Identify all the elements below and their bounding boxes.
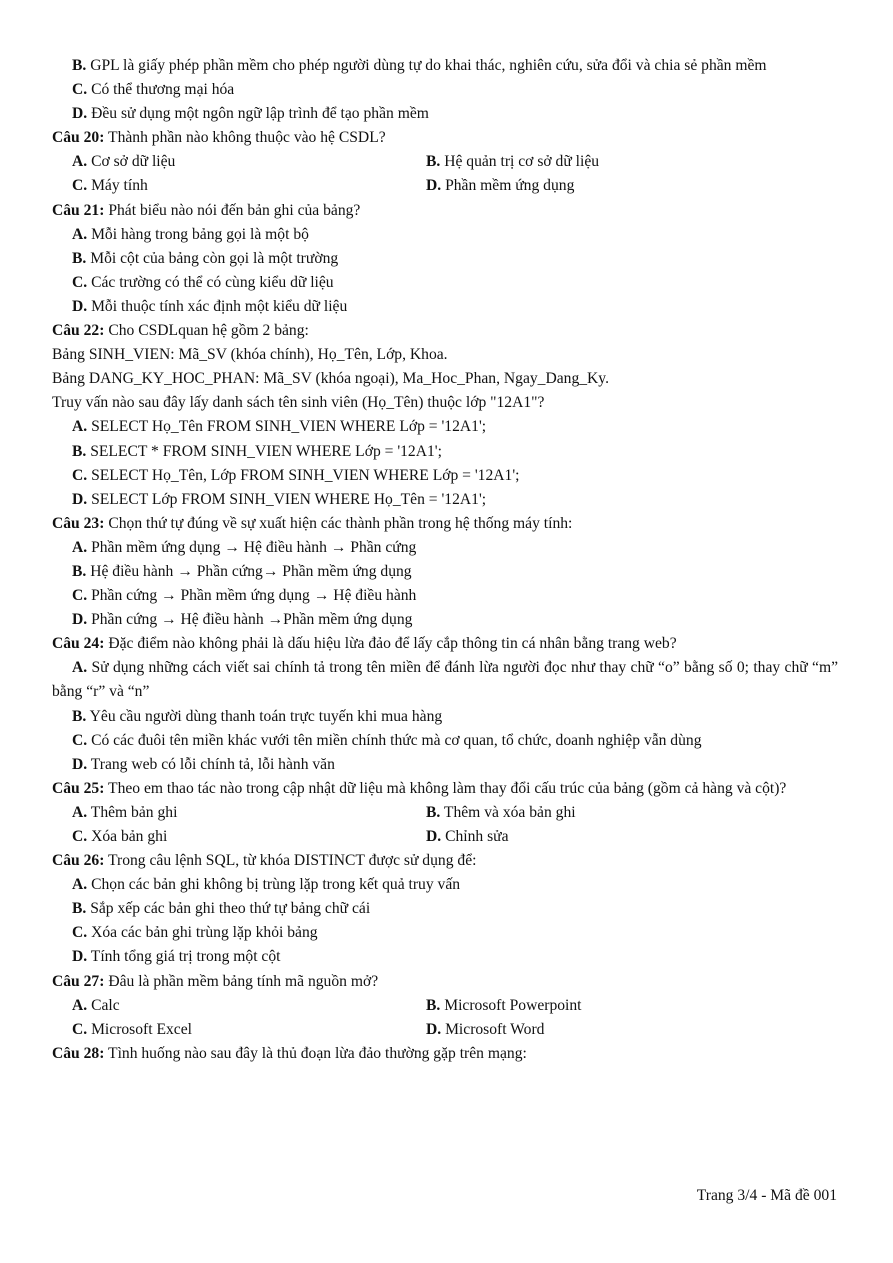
q22-option-c: C. SELECT Họ_Tên, Lớp FROM SINH_VIEN WHERE Lớp = '12A1'; (72, 466, 520, 484)
q26-option-d: D. Tính tổng giá trị trong một cột (72, 948, 281, 966)
q22-question: Câu 22: Cho CSDLquan hệ gồm 2 bảng: (52, 322, 309, 340)
q27-option-d: D. Microsoft Word (426, 1020, 545, 1038)
q25-option-b: B. Thêm và xóa bản ghi (426, 803, 576, 821)
q27-option-c: C. Microsoft Excel (72, 1020, 192, 1038)
q21-option-b: B. Mỗi cột của bảng còn gọi là một trường (72, 249, 339, 267)
q24-question: Câu 24: Đặc điểm nào không phải là dấu hiệu lừa đảo để lấy cắp thông tin cá nhân bằng trang web? (52, 635, 677, 653)
q24-option-d: D. Trang web có lỗi chính tả, lỗi hành văn (72, 755, 335, 773)
q22-table-2: Bảng DANG_KY_HOC_PHAN: Mã_SV (khóa ngoại), Ma_Hoc_Phan, Ngay_Dang_Ky. (52, 370, 609, 388)
q25-options-row2 (52, 825, 838, 849)
q24-option-b: B. Yêu cầu người dùng thanh toán trực tuyến khi mua hàng (72, 707, 443, 725)
q24-option-a: A. Sử dụng những cách viết sai chính tả trong tên miền để đánh lừa người đọc như thay chữ “o” bằng số 0; thay chữ “m” bằng “r” và “n” (52, 659, 838, 701)
q20-option-b: B. Hệ quản trị cơ sở dữ liệu (426, 153, 600, 171)
q23-option-a: A. Phần mềm ứng dụng → Hệ điều hành → Phần cứng (72, 538, 417, 556)
q21-question: Câu 21: Phát biểu nào nói đến bản ghi của bảng? (52, 201, 361, 219)
q22-prompt: Truy vấn nào sau đây lấy danh sách tên sinh viên (Họ_Tên) thuộc lớp "12A1"? (52, 394, 545, 412)
q23-option-c: C. Phần cứng → Phần mềm ứng dụng → Hệ điều hành (72, 587, 417, 605)
q19-option-b: B. GPL là giấy phép phần mềm cho phép người dùng tự do khai thác, nghiên cứu, sửa đổi và chia sẻ phần mềm (72, 57, 767, 74)
q19-option-c: C. Có thể thương mại hóa (72, 81, 235, 99)
q23-question: Câu 23: Chọn thứ tự đúng về sự xuất hiện các thành phần trong hệ thống máy tính: (52, 514, 573, 532)
q27-options-row2 (52, 1018, 838, 1042)
q22-table-1: Bảng SINH_VIEN: Mã_SV (khóa chính), Họ_Tên, Lớp, Khoa. (52, 346, 448, 364)
q22-option-a: A. SELECT Họ_Tên FROM SINH_VIEN WHERE Lớp = '12A1'; (72, 418, 487, 436)
q20-option-c: C. Máy tính (72, 177, 148, 195)
q27-question: Câu 27: Đâu là phần mềm bảng tính mã nguồn mở? (52, 972, 379, 990)
q26-question: Câu 26: Trong câu lệnh SQL, từ khóa DISTINCT được sử dụng để: (52, 852, 477, 870)
q21-option-c: C. Các trường có thể có cùng kiểu dữ liệu (72, 273, 334, 291)
q19-option-d: D. Đều sử dụng một ngôn ngữ lập trình để tạo phần mềm (72, 105, 429, 123)
q20-options-row2 (52, 174, 838, 198)
q27-option-a: A. Calc (72, 996, 120, 1014)
q25-options-row1 (52, 801, 838, 825)
q25-option-c: C. Xóa bản ghi (72, 828, 168, 845)
q27-option-b: B. Microsoft Powerpoint (426, 996, 582, 1014)
q28-question: Câu 28: Tình huống nào sau đây là thủ đoạn lừa đảo thường gặp trên mạng: (52, 1044, 527, 1062)
q21-option-d: D. Mỗi thuộc tính xác định một kiểu dữ liệu (72, 297, 348, 315)
q25-option-d: D. Chỉnh sửa (426, 828, 509, 845)
q23-option-b: B. Hệ điều hành → Phần cứng→ Phần mềm ứng dụng (72, 562, 412, 580)
q24-option-c: C. Có các đuôi tên miền khác vưới tên miền chính thức mà cơ quan, tổ chức, doanh nghiệp vẫn dùng (72, 731, 702, 749)
q26-option-b: B. Sắp xếp các bản ghi theo thứ tự bảng chữ cái (72, 900, 371, 918)
q20-option-d: D. Phần mềm ứng dụng (426, 177, 575, 195)
q26-option-c: C. Xóa các bản ghi trùng lặp khỏi bảng (72, 924, 318, 942)
q20-options-row1 (52, 150, 838, 174)
q22-option-d: D. SELECT Lớp FROM SINH_VIEN WHERE Họ_Tên = '12A1'; (72, 490, 487, 508)
q21-option-a: A. Mỗi hàng trong bảng gọi là một bộ (72, 225, 309, 243)
exam-page (52, 54, 838, 1066)
q26-option-a: A. Chọn các bản ghi không bị trùng lặp trong kết quả truy vấn (72, 876, 461, 894)
q20-option-a: A. Cơ sở dữ liệu (72, 153, 176, 171)
page-footer: Trang 3/4 - Mã đề 001 (696, 1187, 837, 1204)
q23-option-d: D. Phần cứng → Hệ điều hành →Phần mềm ứng dụng (72, 611, 413, 629)
q25-option-a: A. Thêm bản ghi (72, 803, 178, 821)
q22-option-b: B. SELECT * FROM SINH_VIEN WHERE Lớp = '12A1'; (72, 442, 442, 460)
q25-question: Câu 25: Theo em thao tác nào trong cập nhật dữ liệu mà không làm thay đổi cấu trúc của bảng (gồm cả hàng và cột)? (52, 779, 787, 797)
q20-question: Câu 20: Thành phần nào không thuộc vào hệ CSDL? (52, 129, 386, 147)
q27-options-row1 (52, 994, 838, 1018)
